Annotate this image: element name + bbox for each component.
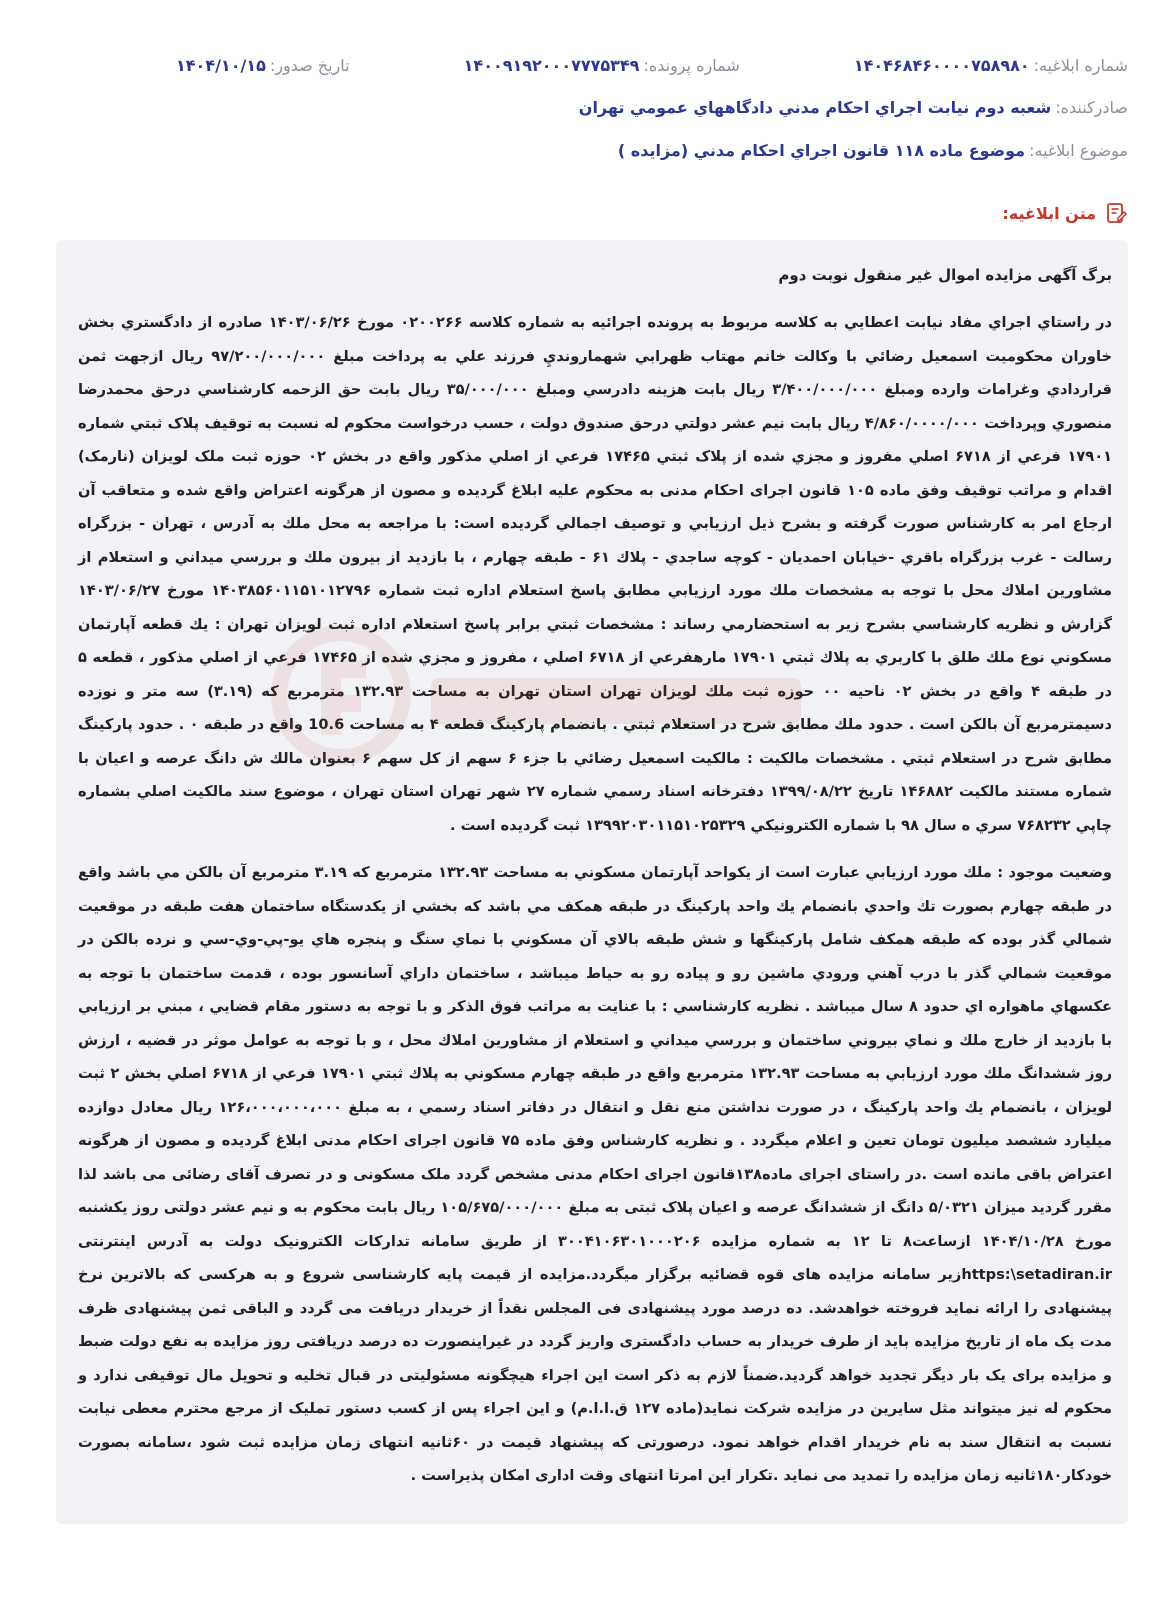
notice-number-label: شماره ابلاغیه:	[1033, 56, 1128, 75]
notice-text-heading-label: متن ابلاغیه:	[1002, 203, 1096, 223]
notice-paragraph-2: وضعيت موجود : ملك مورد ارزيابي عبارت است از يكواحد آپارتمان مسكوني به مساحت ۱۳۲.۹۳ مترمربع كه ۳.۱۹ مترمربع آن بالكن مي باشد واقع در طبقه چهارم بصورت تك واحدي بانضمام يك واحد پاركينگ در طبقه همكف مي باشد كه بخشي از يكدستگاه ساختمان هفت طبقه در موقعيت شمالي گذر بوده كه طبقه همكف شامل پاركينگها و شش طبقه بالاي آن مسكوني با نماي سنگ و پنجره هاي يو-پي-وي-سي و نرده بالكن در موقعيت شمالي گذر با درب آهني ورودي ماشين رو و پياده رو به حياط ميباشد ، ساختمان داراي آسانسور بوده ، قدمت ساختمان با توجه به عكسهاي ماهواره اي حدود ۸ سال ميباشد . نظريه كارشناسي : با عنايت به مراتب فوق الذكر و با توجه به دستور مقام قضايي ، مبني بر ارزيابي با بازديد از خارج ملك و نماي بيروني ساختمان و بررسي ميداني و استعلام از مشاورين املاك محل ، و با توجه به عوامل موثر در قضيه ، ارزش روز ششدانگ ملك مورد ارزيابي به مساحت ۱۳۲.۹۳ مترمربع واقع در طبقه چهارم مسكوني به پلاك ثبتي ۱۷۹۰۱ فرعي از ۶۷۱۸ اصلي بخش ۲ ثبت لويزان ، بانضمام يك واحد پاركينگ ، در صورت نداشتن منع نقل و انتقال در دفاتر اسناد رسمي ، به مبلغ ۱۲۶،۰۰۰،۰۰۰،۰۰۰ ريال معادل دوازده ميليارد ششصد ميليون تومان تعين و اعلام ميگردد . و نظريه کارشناس وفق ماده ۷۵ قانون اجرای احکام مدنی ابلاغ گرديده و مصون از هرگونه اعتراض باقی مانده است .در راستای اجرای ماده۱۳۸قانون اجرای احکام مدنی مشخص گردد ملک مسکونی و در تصرف آقای رضائی می باشد لذا مقرر گرديد ميزان ۵/۰۳۲۱ دانگ از ششدانگ عرصه و اعيان پلاک ثبتی به مبلغ ۱۰۵/۶۷۵/۰۰۰/۰۰۰ ريال بابت محکوم به و نيم عشر دولتی روز يکشنبه مورخ ۱۴۰۴/۱۰/۲۸ ازساعت۸ تا ۱۲ به شماره مزايده ۳۰۰۴۱۰۶۳۰۱۰۰۰۲۰۶ از طريق سامانه تدارکات الکترونيک دولت به آدرس اينترنتی https:\setadiran.irزير سامانه مزايده های قوه قضائيه برگزار ميگردد.مزايده از قيمت پايه کارشناسی شروع و به هرکسی که بالاترين نرخ پيشنهادی را ارائه نمايد فروخته خواهدشد. ده درصد مورد پيشنهادی فی المجلس نقداً از خريدار دريافت می گردد و الباقی ثمن پيشنهادی ظرف مدت يک ماه از تاريخ مزايده بايد از طرف خريدار به حساب دادگستری واريز گردد در غيراينصورت ده درصد دريافتی روز مزايده به نفع دولت ضبط و مزايده برای يک بار ديگر تجديد خواهد گرديد.ضمناً لازم به ذکر است اين اجراء هيچگونه مسئوليتی در قبال تخليه و تحويل مال توقيفی ندارد و محکوم له نيز ميتواند مثل سايرين در مزايده شرکت نمايد(ماده ۱۲۷ ق.ا.ا.م) و اين اجراء پس از کسب دستور تمليک از مرجع محترم معطی نيابت نسبت به انتقال سند به نام خريدار اقدام خواهد نمود. درصورتی که پيشنهاد قيمت در ۶۰ثانيه انتهای زمان مزايده ثبت شود ،سامانه بصورت خودکار۱۸۰ثانيه زمان مزايده را تمديد می نمايد .تکرار اين امرتا انتهای وقت اداری امکان پذيراست .	[78, 864, 1113, 1484]
meta-row-subject	[46, 141, 1128, 160]
notice-number-group	[854, 56, 1128, 75]
notice-text-heading	[1002, 201, 1128, 225]
issue-date-group	[176, 56, 350, 75]
notice-body	[56, 240, 1128, 1524]
notice-title: برگ آگهی مزایده اموال غیر منقول نوبت دوم	[778, 266, 1112, 284]
issue-date: ۱۴۰۴/۱۰/۱۵	[176, 56, 266, 75]
document-edit-icon	[1104, 201, 1128, 225]
notice-number: ۱۴۰۴۶۸۴۶۰۰۰۰۷۵۸۹۸۰	[853, 56, 1030, 75]
case-number-group	[464, 56, 740, 75]
case-number: ۱۴۰۰۹۱۹۲۰۰۰۷۷۷۵۳۴۹	[463, 56, 640, 75]
meta-row-numbers	[46, 56, 1128, 75]
meta-row-issuer	[46, 98, 1128, 117]
issue-date-label: تاریخ صدور:	[269, 56, 350, 75]
subject-label: موضوع ابلاغیه:	[1029, 141, 1128, 160]
notice-paragraph-1: در راستاي اجراي مفاد نيابت اعطايي به کلاسه مربوط به پرونده اجرائيه به شماره کلاسه ۰۲۰۰۲۶۶ مورخ ۱۴۰۳/۰۶/۲۶ صادره از دادگستري بخش خاوران محکوميت اسمعيل رضائي با وکالت خانم مهتاب ظهرابي شهمارونديِ فرزند علي به پرداخت مبلغ ۹۷/۲۰۰/۰۰۰/۰۰۰ ريال ازجهت ثمن قراردادي وغرامات وارده ومبلغ ۳/۴۰۰/۰۰۰/۰۰۰ ريال بابت هزينه دادرسي ومبلغ ۳۵/۰۰۰/۰۰۰ ريال بابت حق الزحمه کارشناسي درحق محمدرضا منصوري وپرداخت ۴/۸۶۰/۰۰۰۰/۰۰۰ ريال بابت نيم عشر دولتي درحق صندوق دولت ، حسب درخواست محکوم له نسبت به توقيف پلاک ثبتي شماره ۱۷۹۰۱ فرعي از ۶۷۱۸ اصلي مفروز و مجزي شده از پلاک ثبتي ۱۷۴۶۵ فرعي از اصلي مذکور واقع در بخش ۰۲ حوزه ثبت ملک لويزان (نارمک) اقدام و مراتب توقيف وفق ماده ۱۰۵ قانون اجرای احکام مدنی به محکوم عليه ابلاغ گرديده و مصون از هرگونه اعتراض واقع شده و متعاقب آن ارجاع امر به کارشناس صورت گرفته و بشرح ذيل ارزيابي و توصيف اجمالي گرديده است: با مراجعه به محل ملك به آدرس ، تهران - بزرگراه رسالت - غرب بزرگراه باقري -خيابان احمديان - كوچه ساجدي - پلاك ۶۱ - طبقه چهارم ، با بازديد از بيرون ملك و بررسي ميداني و استعلام از مشاورين املاك محل با توجه به مشخصات ملك مورد ارزيابي مطابق پاسخ استعلام اداره ثبت شماره ۱۴۰۳۸۵۶۰۱۱۵۱۰۱۲۷۹۶ مورخ ۱۴۰۳/۰۶/۲۷ گزارش و نظريه كارشناسي بشرح زير به استحضارمي رساند : مشخصات ثبتي برابر پاسخ استعلام اداره ثبت لويزان تهران : يك قطعه آپارتمان مسكوني نوع ملك طلق با كاربري به پلاك ثبتي ۱۷۹۰۱ مارهفرعي از ۶۷۱۸ اصلي ، مفروز و مجزي شده از ۱۷۴۶۵ فرعي از اصلي مذكور ، قطعه ۵ در طبقه ۴ واقع در بخش ۰۲ ناحيه ۰۰ حوزه ثبت ملك لويزان تهران استان تهران به مساحت ۱۳۲.۹۳ مترمربع كه (۳.۱۹) سه متر و نوزده دسيمترمربع آن بالكن است . حدود ملك مطابق شرح در استعلام ثبتي . بانضمام پاركينگ قطعه ۴ به مساحت 10.6 واقع در طبقه ۰ . حدود پاركينگ مطابق شرح در استعلام ثبتي . مشخصات مالكيت : مالكيت اسمعيل رضائي با جزء ۶ سهم از كل سهم ۶ بعنوان مالك ش دانگ عرصه و اعيان با شماره مستند مالكيت ۱۴۶۸۸۲ تاريخ ۱۳۹۹/۰۸/۲۲ دفترخانه اسناد رسمي شماره ۲۷ شهر تهران استان تهران ، موضوع سند مالكيت اصلي بشماره چاپي ۷۶۸۲۳۲ سري ه سال ۹۸ با شماره الكترونيكي ۱۳۹۹۲۰۳۰۱۱۵۱۰۲۵۳۲۹ ثبت گرديده است .	[78, 314, 1113, 834]
issuer-label: صادرکننده:	[1055, 98, 1128, 117]
case-number-label: شماره پرونده:	[643, 56, 740, 75]
issuer: شعبه دوم نيابت اجراي احکام مدني دادگاههاي عمومي تهران	[578, 98, 1052, 117]
subject: موضوع ماده ۱۱۸ قانون اجراي احکام مدني (مزایده )	[617, 141, 1026, 160]
